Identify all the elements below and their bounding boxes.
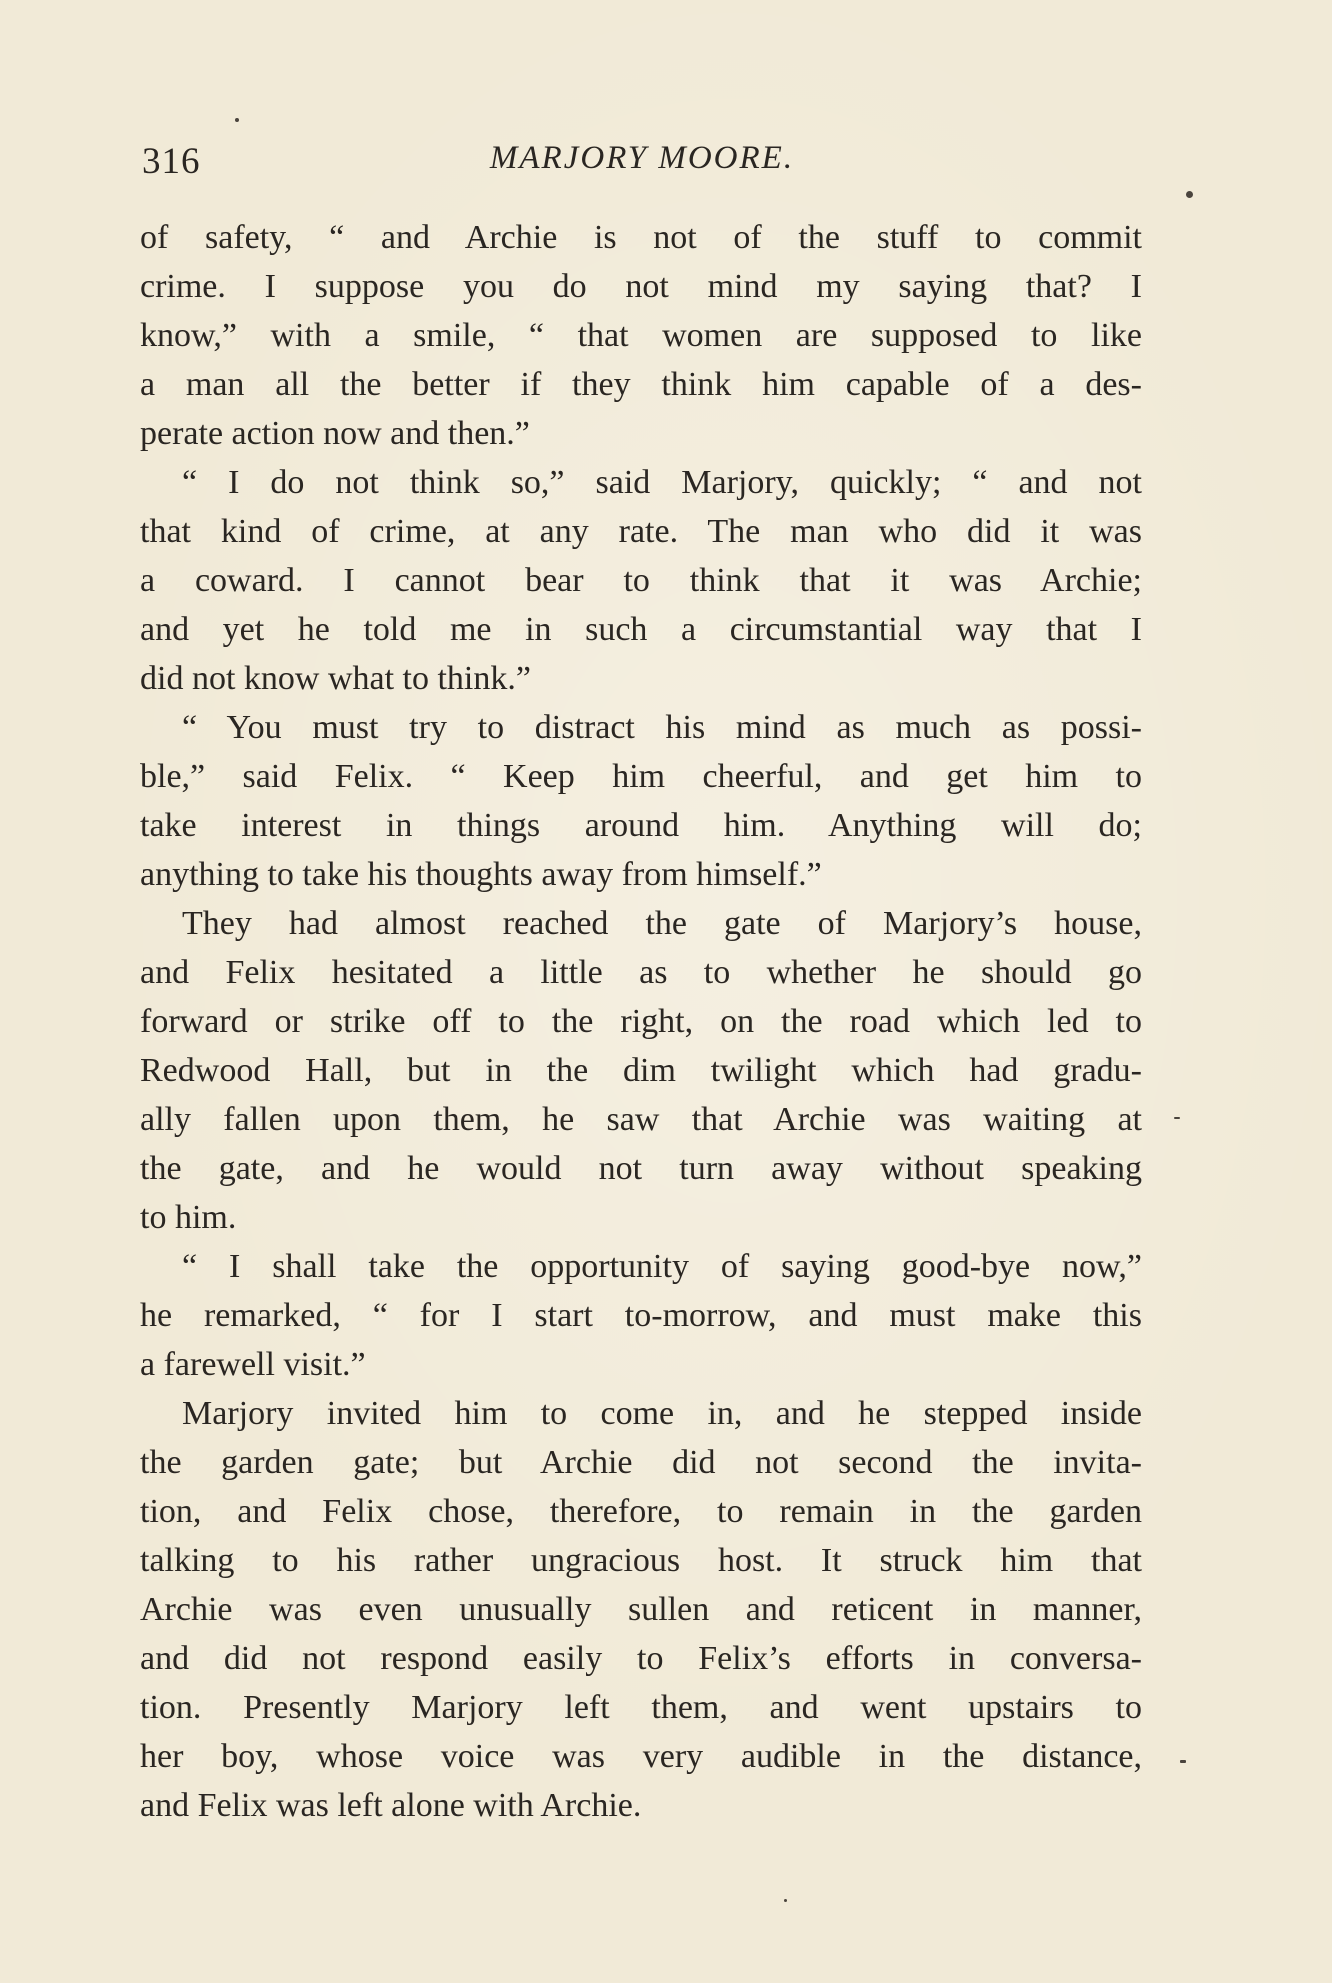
- text-line: ally fallen upon them, he saw that Archie was waiting at: [140, 1101, 1142, 1138]
- text-line: “ I do not think so,” said Marjory, quickly; “ and not: [182, 464, 1142, 501]
- text-line: “ You must try to distract his mind as much as possi-: [182, 709, 1142, 746]
- text-line: a farewell visit.”: [140, 1346, 366, 1383]
- text-line: “ I shall take the opportunity of saying good-bye now,”: [182, 1248, 1142, 1285]
- text-line: forward or strike off to the right, on the road which led to: [140, 1003, 1142, 1040]
- text-line: know,” with a smile, “ that women are supposed to like: [140, 317, 1142, 354]
- text-line: her boy, whose voice was very audible in the distance,: [140, 1738, 1142, 1775]
- paper-speck: [1174, 1117, 1180, 1119]
- text-line: he remarked, “ for I start to-morrow, and must make this: [140, 1297, 1142, 1334]
- text-line: a coward. I cannot bear to think that it was Archie;: [140, 562, 1142, 599]
- paper-speck: [1186, 191, 1193, 198]
- page-header: [142, 140, 1142, 190]
- paper-speck: [1180, 1760, 1186, 1763]
- text-line: anything to take his thoughts away from himself.”: [140, 856, 822, 893]
- text-line: ble,” said Felix. “ Keep him cheerful, and get him to: [140, 758, 1142, 795]
- text-line: They had almost reached the gate of Marjory’s house,: [182, 905, 1142, 942]
- text-line: did not know what to think.”: [140, 660, 531, 697]
- page-number: 316: [142, 141, 201, 182]
- text-line: take interest in things around him. Anything will do;: [140, 807, 1142, 844]
- text-line: tion, and Felix chose, therefore, to remain in the garden: [140, 1493, 1142, 1530]
- text-line: perate action now and then.”: [140, 415, 530, 452]
- text-line: and Felix was left alone with Archie.: [140, 1787, 642, 1824]
- text-line: tion. Presently Marjory left them, and went upstairs to: [140, 1689, 1142, 1726]
- text-line: crime. I suppose you do not mind my saying that? I: [140, 268, 1142, 305]
- text-line: and did not respond easily to Felix’s efforts in conversa-: [140, 1640, 1142, 1677]
- text-line: Archie was even unusually sullen and reticent in manner,: [140, 1591, 1142, 1628]
- body-text: [140, 213, 1142, 1830]
- text-line: the gate, and he would not turn away without speaking: [140, 1150, 1142, 1187]
- text-line: that kind of crime, at any rate. The man who did it was: [140, 513, 1142, 550]
- paper-speck: [235, 118, 239, 122]
- text-line: Redwood Hall, but in the dim twilight which had gradu-: [140, 1052, 1142, 1089]
- text-line: and Felix hesitated a little as to whether he should go: [140, 954, 1142, 991]
- text-line: and yet he told me in such a circumstantial way that I: [140, 611, 1142, 648]
- paper-speck: [784, 1899, 787, 1902]
- text-line: Marjory invited him to come in, and he stepped inside: [182, 1395, 1142, 1432]
- text-line: the garden gate; but Archie did not second the invita-: [140, 1444, 1142, 1481]
- text-line: to him.: [140, 1199, 237, 1236]
- text-line: of safety, “ and Archie is not of the stuff to commit: [140, 219, 1142, 256]
- text-line: talking to his rather ungracious host. It struck him that: [140, 1542, 1142, 1579]
- running-title: MARJORY MOORE.: [489, 140, 795, 176]
- text-line: a man all the better if they think him capable of a des-: [140, 366, 1142, 403]
